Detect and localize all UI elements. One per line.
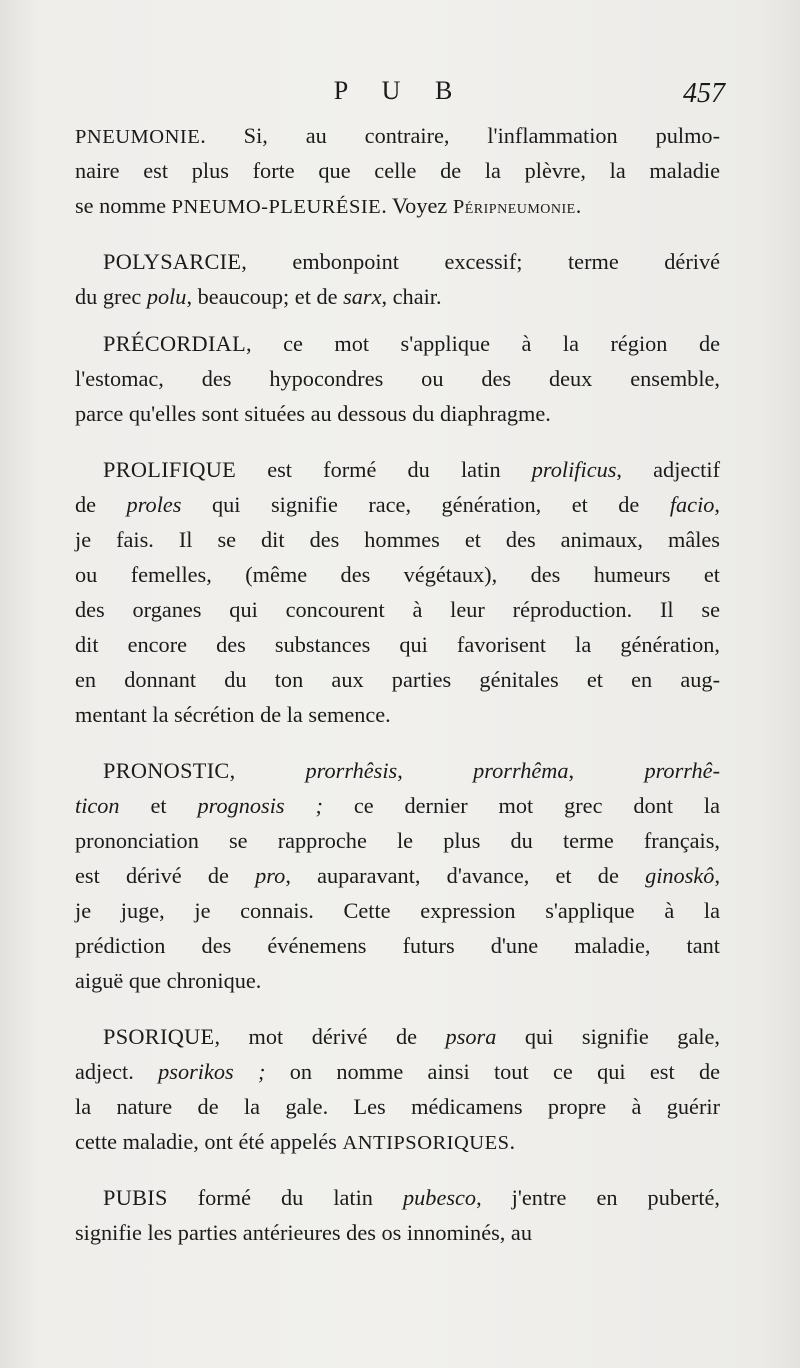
entry-pneumonie-continuation	[75, 118, 720, 223]
text-run: je fais. Il se dit des hommes et des animaux, mâles	[75, 527, 720, 552]
italic-word: prolificus	[531, 457, 617, 482]
text-run: en donnant du ton aux parties génitales et en aug-	[75, 667, 720, 692]
text-run: , beaucoup; et de	[186, 284, 344, 309]
text-run: cette maladie, ont été appelés	[75, 1129, 343, 1154]
text-run: .	[509, 1129, 516, 1154]
text-run: .	[575, 193, 582, 218]
text-run: naire est plus forte que celle de la plèvre, la maladie	[75, 158, 720, 183]
text-line	[75, 1019, 720, 1054]
text-run: la nature de la gale. Les médicamens propre à guérir	[75, 1094, 720, 1119]
text-line	[75, 1124, 720, 1159]
entry-polysarcie	[75, 244, 720, 314]
text-run: ,	[714, 492, 720, 517]
text-run: formé du latin	[167, 1185, 403, 1210]
italic-word: pro	[255, 863, 286, 888]
text-line	[75, 118, 720, 153]
text-run: , embonpoint excessif; terme dérivé	[241, 249, 720, 274]
italic-word: proles	[126, 492, 182, 517]
text-line	[75, 326, 720, 361]
entry-term: POLYSARCIE	[103, 249, 242, 274]
small-caps-word: PNEUMO-PLEURÉSIE	[171, 196, 382, 218]
page-header	[75, 76, 725, 116]
text-run: prédiction des événemens futurs d'une maladie, tant	[75, 933, 720, 958]
italic-word: sarx	[343, 284, 382, 309]
italic-word: psorikos ;	[158, 1059, 266, 1084]
text-line	[75, 522, 720, 557]
italic-word: polu	[146, 284, 187, 309]
text-run: ,	[229, 758, 306, 783]
text-line	[75, 823, 720, 858]
text-line	[75, 1089, 720, 1124]
text-run: , mot dérivé de	[214, 1024, 446, 1049]
text-run: est dérivé de	[75, 863, 256, 888]
entry-pubis	[75, 1180, 720, 1250]
text-run: adject.	[75, 1059, 159, 1084]
text-run: signifie les parties antérieures des os innominés, au	[75, 1220, 532, 1245]
text-run: , adjectif	[616, 457, 720, 482]
text-line	[75, 1054, 720, 1089]
text-run: est formé du latin	[236, 457, 532, 482]
italic-word: ticon	[75, 793, 120, 818]
text-line	[75, 153, 720, 188]
text-run: qui signifie gale,	[496, 1024, 721, 1049]
text-run: aiguë que chronique.	[75, 968, 262, 993]
text-line	[75, 858, 720, 893]
text-run: des organes qui concourent à leur réproduction. Il se	[75, 597, 720, 622]
entry-precordial	[75, 326, 720, 431]
text-line	[75, 1215, 720, 1250]
text-run: mentant la sécrétion de la semence.	[75, 702, 391, 727]
body-text	[75, 118, 720, 1250]
text-line	[75, 557, 720, 592]
italic-word: ginoskô	[645, 863, 715, 888]
text-run: , ce mot s'applique à la région de	[246, 331, 720, 356]
italic-word: prorrhê-	[644, 758, 721, 783]
text-run: on nomme ainsi tout ce qui est de	[265, 1059, 720, 1084]
italic-word: pubesco	[403, 1185, 477, 1210]
text-line	[75, 627, 720, 662]
text-run: , chair.	[381, 284, 442, 309]
text-line	[75, 279, 720, 314]
text-run: ou femelles, (même des végétaux), des humeurs et	[75, 562, 720, 587]
small-caps-word: ANTIPSORIQUES	[342, 1132, 510, 1154]
text-run: ,	[397, 758, 474, 783]
text-line	[75, 452, 720, 487]
text-run: je juge, je connais. Cette expression s'applique à la	[75, 898, 720, 923]
running-head: P U B	[333, 76, 467, 105]
italic-word: prorrhêsis	[305, 758, 398, 783]
text-run: du grec	[75, 284, 147, 309]
text-line	[75, 697, 720, 732]
text-line	[75, 361, 720, 396]
italic-word: psora	[445, 1024, 497, 1049]
text-run: l'estomac, des hypocondres ou des deux ensemble,	[75, 366, 720, 391]
italic-word: prorrhêma	[473, 758, 569, 783]
text-run: , auparavant, d'avance, et de	[285, 863, 646, 888]
text-run: et	[119, 793, 198, 818]
entry-term: PSORIQUE	[103, 1024, 215, 1049]
text-run: de	[75, 492, 127, 517]
text-run: dit encore des substances qui favorisent la génération,	[75, 632, 720, 657]
text-line	[75, 1180, 720, 1215]
text-run: ,	[714, 863, 721, 888]
text-line	[75, 963, 720, 998]
text-run: qui signifie race, génération, et de	[181, 492, 670, 517]
entry-term: PUBIS	[103, 1185, 168, 1210]
text-run: . Voyez	[381, 193, 453, 218]
text-run: ce dernier mot grec dont la	[322, 793, 720, 818]
text-line	[75, 592, 720, 627]
entry-term: PRONOSTIC	[103, 758, 230, 783]
text-line	[75, 487, 720, 522]
entry-psorique	[75, 1019, 720, 1159]
text-line	[75, 662, 720, 697]
entry-prolifique	[75, 452, 720, 732]
italic-word: prognosis ;	[197, 793, 323, 818]
text-line	[75, 244, 720, 279]
italic-word: facio	[669, 492, 715, 517]
entry-term: PROLIFIQUE	[103, 457, 237, 482]
text-run: , j'entre en puberté,	[476, 1185, 720, 1210]
page-number: 457	[683, 78, 725, 109]
text-line	[75, 788, 720, 823]
small-caps-word: PNEUMONIE	[75, 126, 201, 148]
text-run: . Si, au contraire, l'inflammation pulmo-	[200, 123, 720, 148]
entry-pronostic	[75, 753, 720, 998]
small-caps-word: Péripneumonie	[452, 196, 576, 218]
text-line	[75, 928, 720, 963]
text-line	[75, 753, 720, 788]
text-run: ,	[568, 758, 645, 783]
text-line	[75, 188, 720, 223]
text-run: se nomme	[75, 193, 172, 218]
text-line	[75, 893, 720, 928]
text-line	[75, 396, 720, 431]
entry-term: PRÉCORDIAL	[103, 331, 246, 356]
text-run: prononciation se rapproche le plus du terme français,	[75, 828, 720, 853]
text-run: parce qu'elles sont situées au dessous du diaphragme.	[75, 401, 551, 426]
